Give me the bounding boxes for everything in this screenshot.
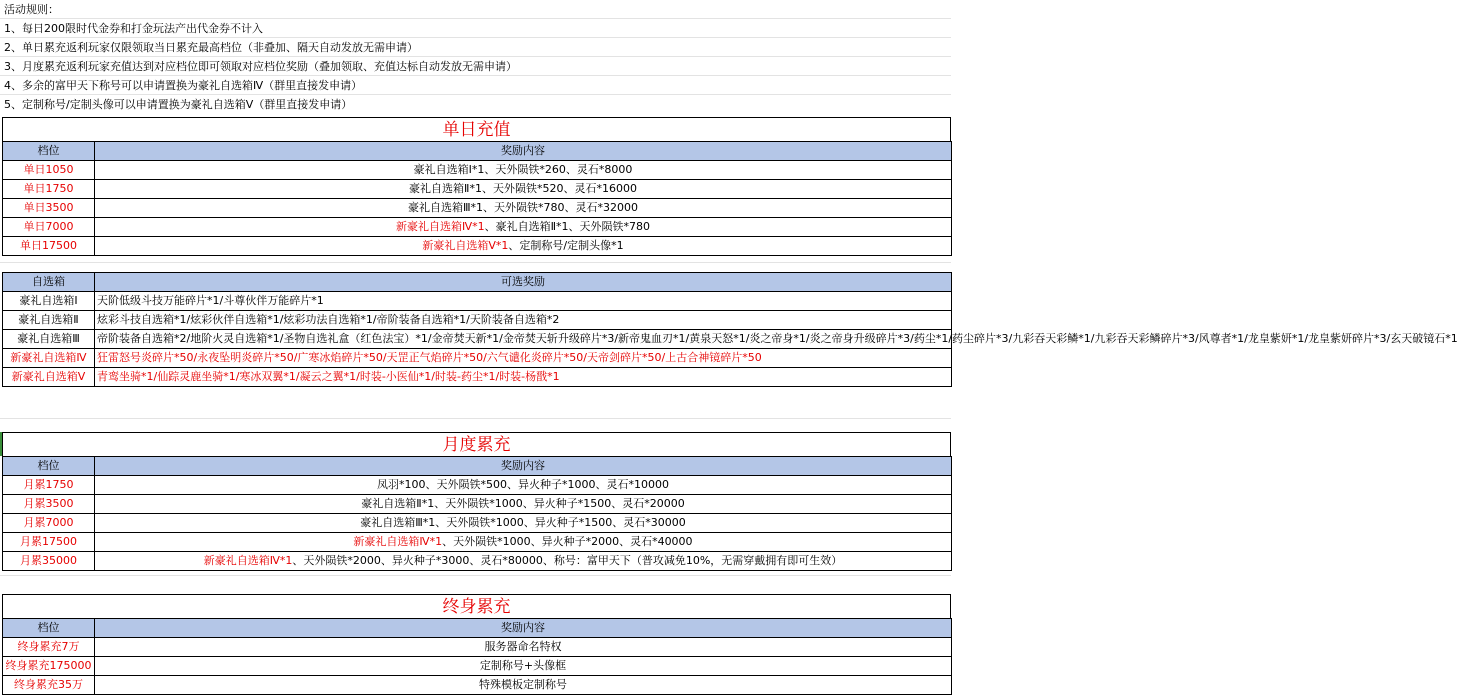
options-cell: 天阶低级斗技万能碎片*1/斗尊伙伴万能碎片*1	[95, 292, 952, 311]
box-cell: 豪礼自选箱Ⅰ	[3, 292, 95, 311]
daily-title: 单日充值	[2, 117, 951, 142]
table-row	[3, 292, 952, 311]
tier-cell: 终身累充175000	[3, 657, 95, 676]
table-row	[3, 199, 952, 218]
reward-cell: 豪礼自选箱Ⅲ*1、天外陨铁*780、灵石*32000	[95, 199, 952, 218]
col-header-tier: 档位	[3, 142, 95, 161]
tier-cell: 单日1050	[3, 161, 95, 180]
reward-cell: 豪礼自选箱Ⅲ*1、天外陨铁*1000、异火种子*1500、灵石*30000	[95, 514, 952, 533]
table-row	[3, 533, 952, 552]
reward-cell	[95, 237, 952, 256]
box-cell: 新豪礼自选箱Ⅴ	[3, 368, 95, 387]
reward-highlight: 新豪礼自选箱Ⅳ*1	[353, 535, 443, 548]
table-row	[3, 495, 952, 514]
gridline	[0, 575, 951, 576]
table-row	[3, 161, 952, 180]
reward-cell: 凤羽*100、天外陨铁*500、异火种子*1000、灵石*10000	[95, 476, 952, 495]
gridline	[0, 262, 951, 263]
daily-table	[2, 141, 952, 256]
tier-cell: 单日1750	[3, 180, 95, 199]
col-header-options: 可选奖励	[95, 273, 952, 292]
table-row	[3, 657, 952, 676]
table-row	[3, 349, 952, 368]
col-header-reward: 奖励内容	[95, 457, 952, 476]
rules-header: 活动规则：	[4, 3, 59, 16]
table-row	[3, 311, 952, 330]
monthly-title: 月度累充	[2, 432, 951, 457]
col-header-reward: 奖励内容	[95, 142, 952, 161]
tier-cell: 单日7000	[3, 218, 95, 237]
box-cell: 新豪礼自选箱Ⅳ	[3, 349, 95, 368]
reward-cell	[95, 218, 952, 237]
reward-cell: 豪礼自选箱Ⅱ*1、天外陨铁*1000、异火种子*1500、灵石*20000	[95, 495, 952, 514]
reward-highlight: 新豪礼自选箱Ⅴ*1	[422, 239, 509, 252]
tier-cell: 月累3500	[3, 495, 95, 514]
reward-cell: 豪礼自选箱Ⅱ*1、天外陨铁*520、灵石*16000	[95, 180, 952, 199]
reward-cell: 特殊模板定制称号	[95, 676, 952, 695]
lifetime-table	[2, 618, 952, 695]
table-row	[3, 638, 952, 657]
tier-cell: 终身累充35万	[3, 676, 95, 695]
col-header-reward: 奖励内容	[95, 619, 952, 638]
tier-cell: 月累17500	[3, 533, 95, 552]
table-row	[3, 218, 952, 237]
rule-item: 5、定制称号/定制头像可以申请置换为豪礼自选箱Ⅴ（群里直接发申请）	[4, 98, 353, 111]
table-header-row	[3, 273, 952, 292]
tier-cell: 单日17500	[3, 237, 95, 256]
reward-text: 、天外陨铁*2000、异火种子*3000、灵石*80000、称号：富甲天下（普攻减免10%，无需穿戴拥有即可生效）	[292, 554, 843, 567]
reward-text: 、豪礼自选箱Ⅱ*1、天外陨铁*780	[484, 220, 651, 233]
rule-item: 4、多余的富甲天下称号可以申请置换为豪礼自选箱Ⅳ（群里直接发申请）	[4, 79, 363, 92]
table-row	[3, 180, 952, 199]
table-header-row	[3, 457, 952, 476]
table-row	[3, 368, 952, 387]
rule-item: 3、月度累充返利玩家充值达到对应档位即可领取对应档位奖励（叠加领取、充值达标自动发放无需申请）	[4, 60, 517, 73]
col-header-tier: 档位	[3, 457, 95, 476]
rules-block	[4, 0, 944, 114]
rule-item: 2、单日累充返利玩家仅限领取当日累充最高档位（非叠加、隔天自动发放无需申请）	[4, 41, 418, 54]
options-cell: 帝阶装备自选箱*2/地阶火灵自选箱*1/圣物自选礼盒（红色法宝）*1/金帝焚天新*1/金帝焚天斩升级碎片*3/新帝鬼血刃*1/黄泉天怒*1/炎之帝身*1/炎之帝身升级碎片*3/药尘*1/药尘碎片*3/九彩吞天彩鳞*1/九彩吞天彩鳞碎片*3/风尊者*1/龙皇紫妍*1/龙皇紫妍碎片*3/玄天破镜石*1	[95, 330, 952, 349]
reward-cell: 定制称号+头像框	[95, 657, 952, 676]
reward-cell	[95, 533, 952, 552]
table-row	[3, 237, 952, 256]
reward-highlight: 新豪礼自选箱Ⅳ*1	[203, 554, 293, 567]
options-cell: 狂雷怒号炎碎片*50/永夜坠明炎碎片*50/广寒冰焰碎片*50/天罡正气焰碎片*50/六气谴化炎碎片*50/天帝剑碎片*50/上古合神镜碎片*50	[95, 349, 952, 368]
box-options-table	[2, 272, 1458, 387]
tier-cell: 月累1750	[3, 476, 95, 495]
reward-cell: 豪礼自选箱Ⅰ*1、天外陨铁*260、灵石*8000	[95, 161, 952, 180]
tier-cell: 月累7000	[3, 514, 95, 533]
options-cell: 青鸾坐骑*1/仙踪灵鹿坐骑*1/寒冰双翼*1/凝云之翼*1/时装-小医仙*1/时装-药尘*1/时装-杨戬*1	[95, 368, 952, 387]
col-header-tier: 档位	[3, 619, 95, 638]
rule-item: 1、每日200限时代金券和打金玩法产出代金券不计入	[4, 22, 263, 35]
reward-cell	[95, 552, 952, 571]
table-header-row	[3, 142, 952, 161]
box-cell: 豪礼自选箱Ⅱ	[3, 311, 95, 330]
lifetime-title: 终身累充	[2, 594, 951, 619]
gridline	[0, 418, 951, 419]
box-cell: 豪礼自选箱Ⅲ	[3, 330, 95, 349]
tier-cell: 单日3500	[3, 199, 95, 218]
reward-highlight: 新豪礼自选箱Ⅳ*1	[395, 220, 485, 233]
table-row	[3, 552, 952, 571]
reward-cell: 服务器命名特权	[95, 638, 952, 657]
options-cell: 炫彩斗技自选箱*1/炫彩伙伴自选箱*1/炫彩功法自选箱*1/帝阶装备自选箱*1/天阶装备自选箱*2	[95, 311, 952, 330]
reward-text: 、天外陨铁*1000、异火种子*2000、灵石*40000	[442, 535, 693, 548]
table-row	[3, 476, 952, 495]
col-header-box: 自选箱	[3, 273, 95, 292]
tier-cell: 月累35000	[3, 552, 95, 571]
reward-text: 、定制称号/定制头像*1	[508, 239, 624, 252]
table-row	[3, 514, 952, 533]
tier-cell: 终身累充7万	[3, 638, 95, 657]
table-row	[3, 676, 952, 695]
table-row	[3, 330, 952, 349]
monthly-table	[2, 456, 952, 571]
table-header-row	[3, 619, 952, 638]
